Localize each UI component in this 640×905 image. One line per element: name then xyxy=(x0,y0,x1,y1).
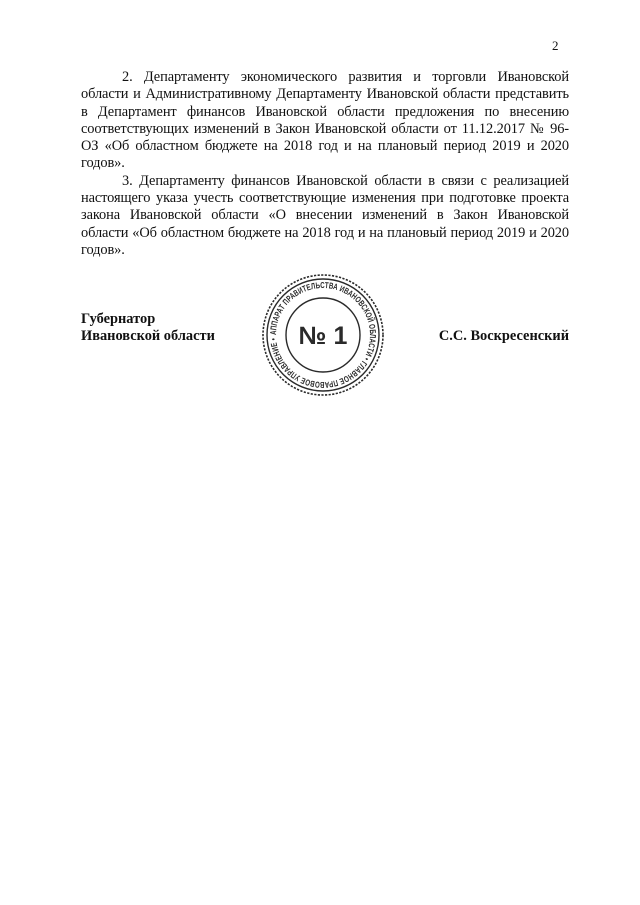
seal-ring-text: АППАРАТ ПРАВИТЕЛЬСТВА ИВАНОВСКОЙ ОБЛАСТИ • ГЛАВНОЕ ПРАВОВОЕ УПРАВЛЕНИЕ • xyxy=(267,279,379,391)
official-seal-stamp xyxy=(261,273,385,397)
paragraph-3: 3. Департаменту финансов Ивановской области в связи с реализацией настоящего указа учесть соответствующие изменения при подготовке проекта закона Ивановской области «О внесении изменений в Закон Ивановской области «Об областном бюджете на 2018 год и на плановый период 2019 и 2020 годов». xyxy=(81,172,569,258)
seal-graphic xyxy=(261,273,385,397)
paragraph-2: 2. Департаменту экономического развития и торговли Ивановской области и Административному Департаменту Ивановской области представить в Департамент финансов Ивановской области предложения по внесению соответствующих изменений в Закон Ивановской области от 11.12.2017 № 96-ОЗ «Об областном бюджете на 2018 год и на плановый период 2019 и 2020 годов». xyxy=(81,69,569,172)
document-body xyxy=(81,69,569,259)
signer-title xyxy=(81,311,215,345)
seal-center-text: № 1 xyxy=(298,322,348,350)
signer-name: С.С. Воскресенский xyxy=(438,328,569,344)
page-number: 2 xyxy=(552,38,559,53)
signer-title-line-1: Губернатор xyxy=(81,311,156,327)
signer-title-line-2: Ивановской области xyxy=(81,328,215,344)
